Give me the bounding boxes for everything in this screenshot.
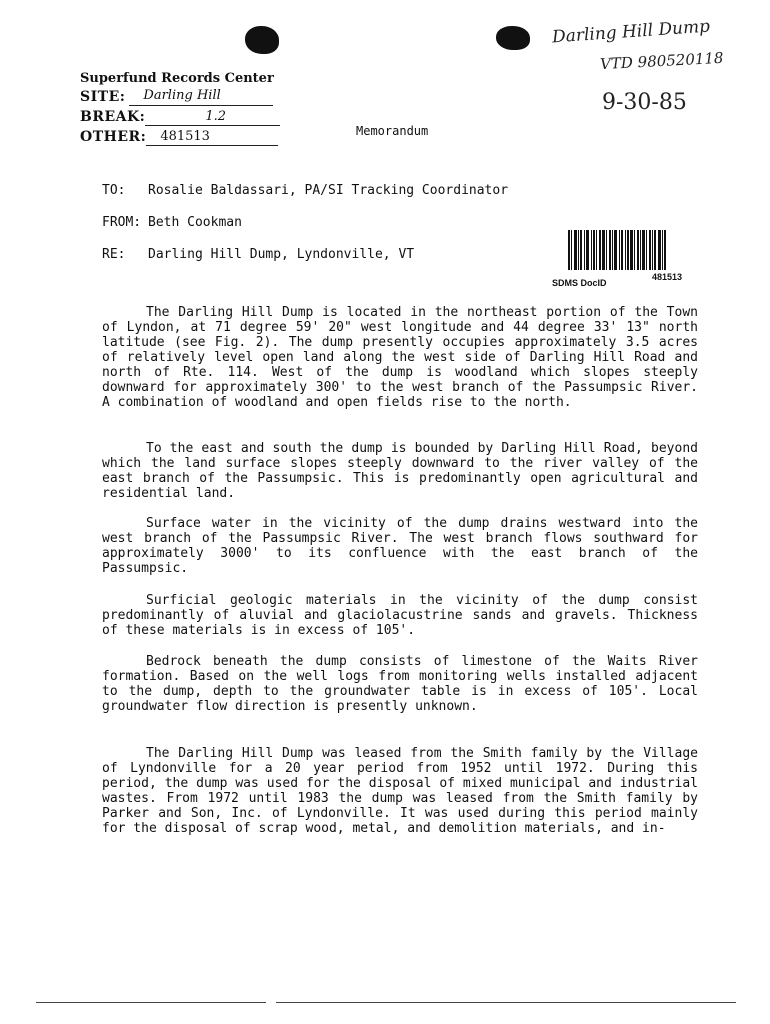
scan-line-bottom-left <box>36 1002 266 1003</box>
stamp-other-label: OTHER: <box>80 129 147 145</box>
handwritten-id-number: VTD 980520118 <box>599 48 724 74</box>
paragraph-history: The Darling Hill Dump was leased from the Smith family by the Village of Lyndonville for a 20 year period from 1952 until 1972. During this period, the dump was used for the disposal of mixed municipal and industrial wastes. From 1972 until 1983 the dump was leased from the Smith family by Parker and Son, Inc. of Lyndonville. It was used during this period mainly for the disposal of scrap wood, metal, and demolition materials, and in- <box>102 746 698 836</box>
memo-header <box>102 183 622 279</box>
records-center-stamp <box>80 70 280 146</box>
paragraph-location: The Darling Hill Dump is located in the northeast portion of the Town of Lyndon, at 71 degree 59' 20" west longitude and 44 degree 33' 13" north latitude (see Fig. 2). The dump presently occupies approximately 3.5 acres of relatively level open land along the west side of Darling Hill Road and north of Rte. 114. West of the dump is woodland which slopes steeply downward for approximately 300' to the west branch of the Passumpsic River. A combination of woodland and open fields rise to the north. <box>102 305 698 410</box>
stamp-site-label: SITE: <box>80 89 126 105</box>
stamp-site-row <box>80 86 280 106</box>
barcode-doc-id: 481513 <box>652 272 683 282</box>
stamp-other-row <box>80 126 280 146</box>
handwritten-site-name: Darling Hill Dump <box>551 16 711 48</box>
paragraph-boundaries: To the east and south the dump is bounded by Darling Hill Road, beyond which the land surface slopes steeply downward to the river valley of the east branch of the Passumpsic. This is predominantly open agricultural and residential land. <box>102 441 698 501</box>
memo-re-value: Darling Hill Dump, Lyndonville, VT <box>148 247 415 262</box>
scan-line-bottom-right <box>276 1002 736 1003</box>
barcode <box>568 230 688 270</box>
paragraph-bedrock: Bedrock beneath the dump consists of limestone of the Waits River formation. Based on the well logs from monitoring wells installed adjacent to the dump, depth to the groundwater table is in excess of 105'. Local groundwater flow direction is presently unknown. <box>102 654 698 714</box>
stamp-site-value: Darling Hill <box>129 87 273 106</box>
punch-hole-left <box>245 26 279 54</box>
handwritten-date: 9-30-85 <box>602 90 687 115</box>
memo-re-label: RE: <box>102 247 126 262</box>
memo-title: Memorandum <box>356 124 429 138</box>
memo-to-label: TO: <box>102 183 126 198</box>
stamp-break-value: 1.2 <box>145 108 280 126</box>
stamp-center-label: Superfund Records Center <box>80 71 274 86</box>
stamp-break-label: BREAK: <box>80 109 146 125</box>
paragraph-surface-water: Surface water in the vicinity of the dump drains westward into the west branch of the Passumpsic River. The west branch flows southward for approximately 3000' to its confluence with the east branch of the Passumpsic. <box>102 516 698 576</box>
memo-to-value: Rosalie Baldassari, PA/SI Tracking Coordinator <box>148 183 509 198</box>
stamp-break-row <box>80 106 280 126</box>
memo-re-row <box>102 247 622 279</box>
memo-to-row <box>102 183 622 215</box>
memo-from-value: Beth Cookman <box>148 215 242 230</box>
punch-hole-right <box>496 26 530 50</box>
paragraph-geology: Surficial geologic materials in the vicinity of the dump consist predominantly of aluvial and glaciolacustrine sands and gravels. Thickness of these materials is in excess of 105'. <box>102 593 698 638</box>
stamp-other-value: 481513 <box>146 128 278 146</box>
memo-from-label: FROM: <box>102 215 142 230</box>
barcode-label: SDMS DocID <box>552 278 607 288</box>
memo-from-row <box>102 215 622 247</box>
